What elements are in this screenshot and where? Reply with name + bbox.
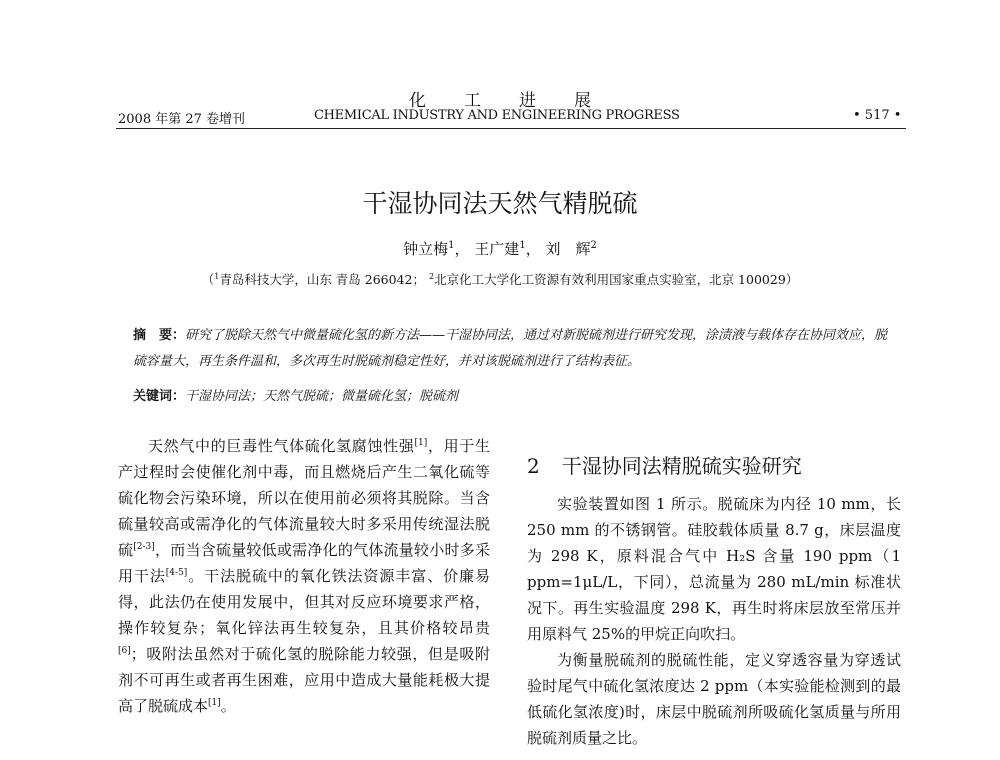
citation: [1] [414, 438, 428, 448]
journal-title: 化工进展 [409, 91, 629, 111]
author-affiliation-mark: 2 [590, 240, 597, 251]
citation: [4-5] [165, 568, 188, 578]
author-name: 钟立梅 [403, 240, 449, 258]
running-header [0, 108, 1000, 128]
issue-label: 2008 年第 27 卷增刊 [118, 112, 246, 127]
body-text: 。干法脱硫中的氧化铁法资源丰富、价廉易得，此法仍在使用发展中，但其对反应环境要求严格，操作较复杂；氧化锌法再生较复杂，且其价格较昂贵 [118, 567, 490, 637]
affiliation-1: 青岛科技大学，山东 青岛 266042； [219, 272, 425, 287]
body-right-column [527, 491, 901, 751]
section-title: 干湿协同法精脱硫实验研究 [561, 454, 802, 478]
body-paragraph: 实验装置如图 1 所示。脱硫床为内径 10 mm，长 250 mm 的不锈钢管。硅胶载体质量 8.7 g，床层温度为 298 K，原料混合气中 H₂S 含量 190 ppm（1 ppm=1μL/L，下同），总流量为 280 mL/min 标准状况下。再生实验温度 298 K，再生时将床层放至常压并用原料气 25%的甲烷正向吹扫。 [527, 495, 901, 643]
author-name: 刘 辉 [545, 240, 591, 258]
header-rule [116, 128, 906, 129]
keywords-text: 干湿协同法；天然气脱硫；微量硫化氢；脱硫剂 [185, 389, 459, 404]
body-text: 天然气中的巨毒性气体硫化氢腐蚀性强 [148, 437, 415, 455]
section-heading [527, 450, 802, 479]
author-affiliation-mark: 1 [448, 240, 455, 251]
body-text: ；吸附法虽然对于硫化氢的脱除能力较强，但是吸附剂不可再生或者再生困难，应用中造成大量能耗极大提高了脱硫成本 [118, 645, 490, 715]
author-list: 钟立梅$^1$， 王广建$^1$， 刘 辉$^2$ [403, 240, 597, 258]
abstract-label: 摘 要： [133, 328, 186, 343]
body-text: 。 [220, 697, 236, 715]
author-affiliation-mark: 1 [519, 240, 526, 251]
keywords [133, 385, 893, 404]
affiliation-mark: 1 [214, 271, 220, 281]
citation: [2-3] [133, 542, 155, 552]
paper-title: 干湿协同法天然气精脱硫 [362, 189, 638, 218]
affiliations [0, 270, 1000, 288]
abstract-text: 研究了脱除天然气中微量硫化氢的新方法——干湿协同法，通过对新脱硫剂进行研究发现，涂渍液与载体存在协同效应，脱硫容量大，再生条件温和，多次再生时脱硫剂稳定性好，并对该脱硫剂进行了结构表征。 [133, 328, 888, 369]
citation: [1] [208, 698, 221, 708]
affiliation-2: 北京化工大学化工资源有效利用国家重点实验室，北京 100029） [434, 272, 799, 287]
affiliation-open-paren: （ [201, 272, 215, 287]
citation: [6] [118, 646, 131, 656]
body-paragraph: 为衡量脱硫剂的脱硫性能，定义穿透容量为穿透试验时尾气中硫化氢浓度达 2 ppm（本实验能检测到的最低硫化氢浓度)时，床层中脱硫剂所吸硫化氢质量与所用脱硫剂质量之比。 [527, 651, 901, 747]
author-name: 王广建 [474, 240, 520, 258]
body-text: ，用于生产过程时会使催化剂中毒，而且燃烧后产生二氧化硫等硫化物会污染环境，所以在使用前必须将其脱除。当含硫量较高或需净化的气体流量较大时多采用传统湿法脱硫 [118, 437, 490, 559]
body-text: ，而当含硫量较低或需净化的气体流量较小时多采用干法 [118, 541, 490, 585]
section-number: 2 [527, 454, 540, 478]
body-left-column [118, 433, 490, 719]
page-number: • 517 • [853, 108, 902, 123]
keywords-label: 关键词： [133, 389, 186, 404]
affiliation-mark: 2 [428, 271, 435, 281]
body-paragraph [118, 433, 490, 719]
journal-english-title: CHEMICAL INDUSTRY AND ENGINEERING PROGRESS [314, 108, 680, 123]
abstract [133, 323, 893, 375]
